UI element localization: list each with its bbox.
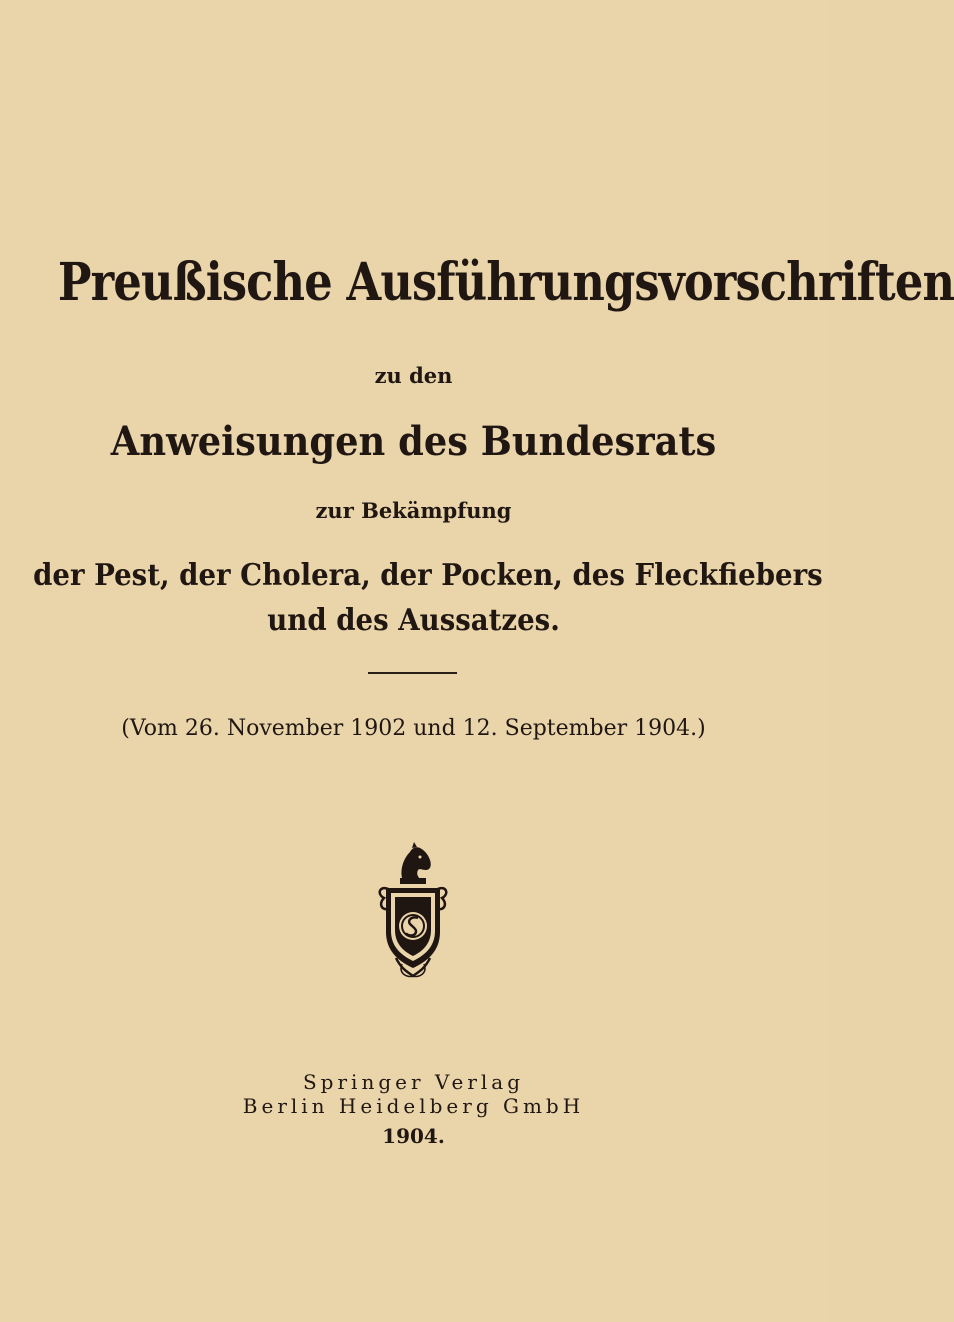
publisher-location: Berlin Heidelberg GmbH — [242, 1094, 585, 1118]
book-title: Preußische Ausführungsvorschriften — [57, 252, 954, 313]
connector-text: zu den — [374, 363, 453, 388]
publisher-name: Springer Verlag — [302, 1070, 525, 1094]
dates-text: (Vom 26. November 1902 und 12. September 1904.) — [121, 716, 706, 741]
diseases-line-1: der Pest, der Cholera, der Pocken, des Fleckfiebers — [33, 558, 823, 593]
horizontal-rule — [368, 672, 457, 674]
purpose-text: zur Bekämpfung — [315, 498, 512, 523]
publication-year: 1904. — [382, 1124, 445, 1148]
springer-horse-emblem-icon — [372, 840, 454, 980]
book-subtitle: Anweisungen des Bundesrats — [110, 418, 717, 465]
diseases-line-2: und des Aussatzes. — [267, 603, 560, 638]
